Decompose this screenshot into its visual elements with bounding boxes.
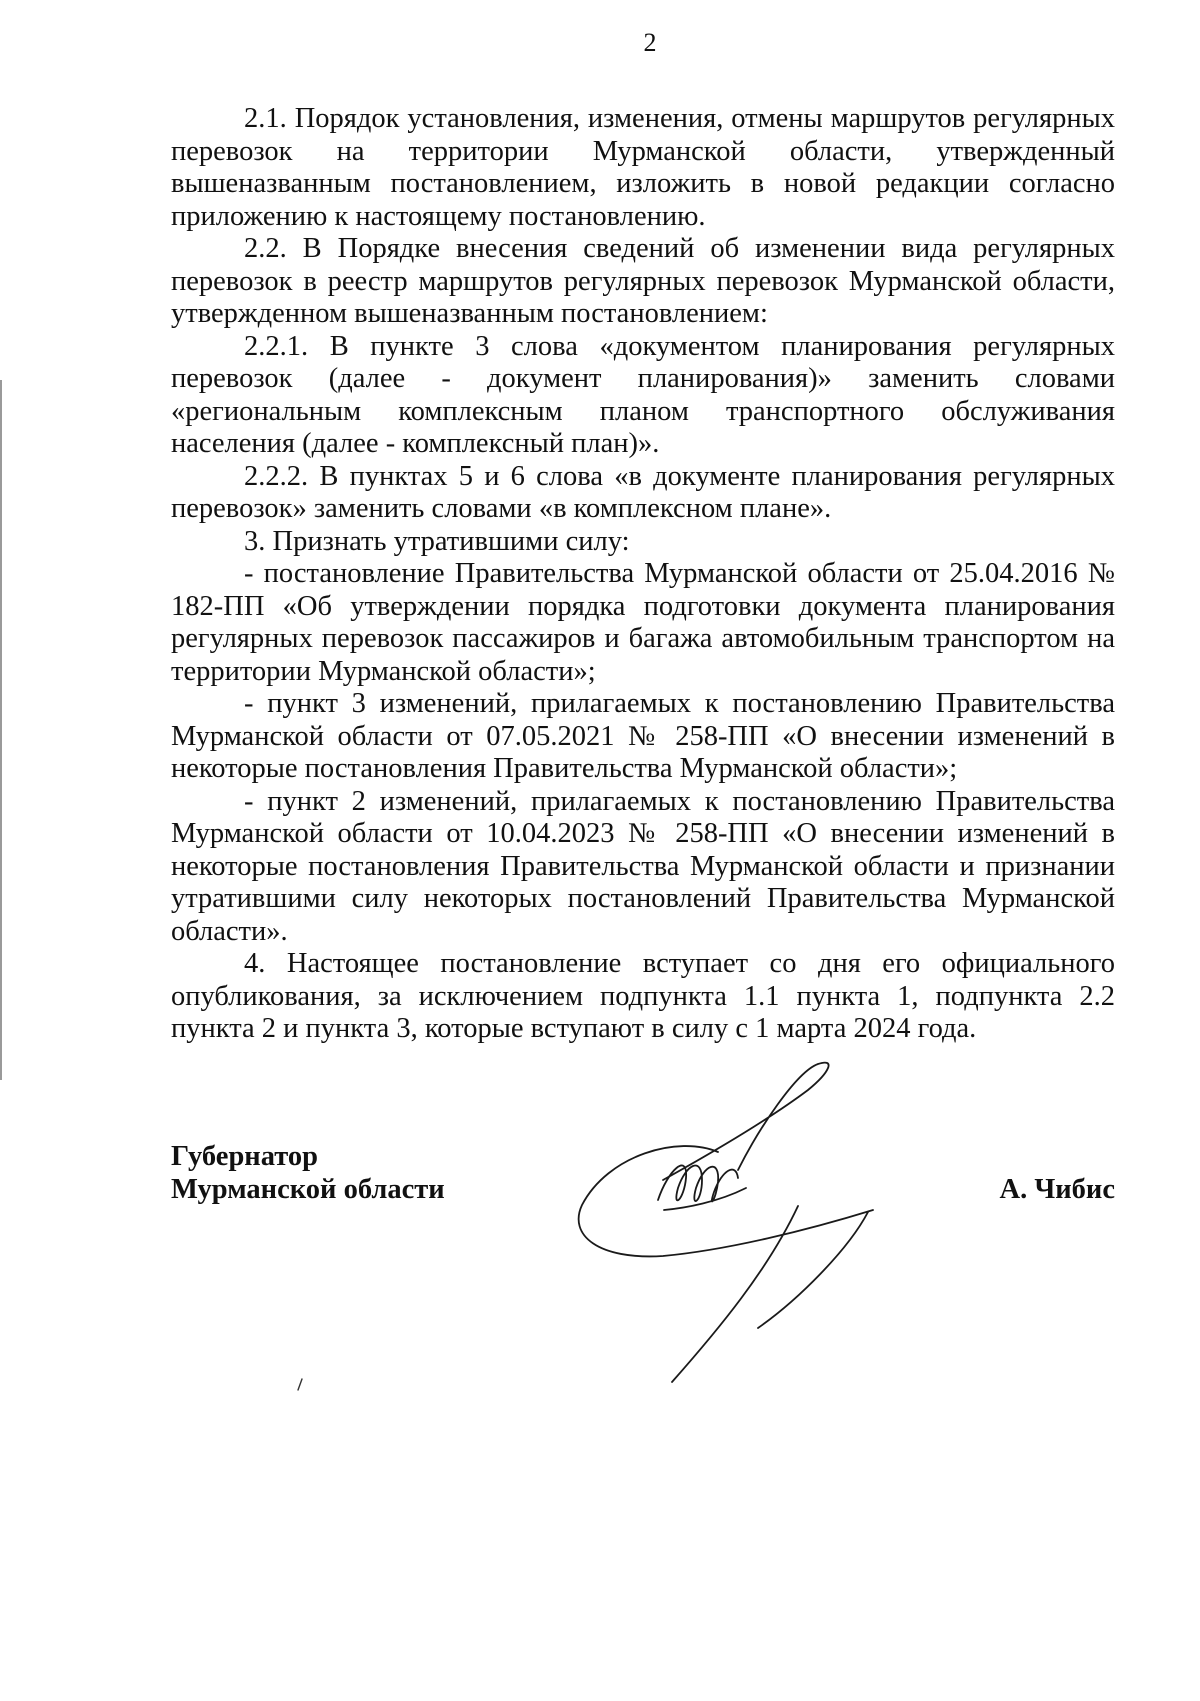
page-number: 2 [643,28,657,57]
handwritten-signature [568,1060,928,1400]
paragraph-3-item-2: - пункт 3 изменений, прилагаемых к постановлению Правительства Мурманской области от 07.05.2021 № 258-ПП «О внесении изменений в некоторые постановления Правительства Мурманской области»; [171,688,1115,784]
paragraph-4: 4. Настоящее постановление вступает со дня его официального опубликования, за исключением подпункта 1.1 пункта 1, подпункта 2.2 пункта 2 и пункта 3, которые вступают в силу с 1 марта 2024 года. [171,948,1115,1044]
signer-title-line1: Губернатор [171,1141,318,1172]
signer-name: А. Чибис [999,1174,1115,1205]
stray-pen-mark [296,1378,304,1392]
paragraph-2-2-2: 2.2.2. В пунктах 5 и 6 слова «в документе планирования регулярных перевозок» заменить словами «в комплексном плане». [171,460,1115,524]
paragraph-2-2: 2.2. В Порядке внесения сведений об изменении вида регулярных перевозок в реестр маршрутов регулярных перевозок Мурманской области, утвержденном вышеназванным постановлением: [171,233,1115,329]
scan-edge-line [0,380,2,1080]
paragraph-3-item-1: - постановление Правительства Мурманской области от 25.04.2016 № 182-ПП «Об утверждении порядка подготовки документа планирования регулярных перевозок пассажиров и багажа автомобильным транспортом на территории Мурманской области»; [171,558,1115,687]
paragraph-2-1: 2.1. Порядок установления, изменения, отмены маршрутов регулярных перевозок на территории Мурманской области, утвержденный вышеназванным постановлением, изложить в новой редакции согласно приложению к настоящему постановлению. [171,103,1115,232]
signer-title-line2: Мурманской области [171,1174,445,1205]
paragraph-3: 3. Признать утратившими силу: [244,525,630,557]
paragraph-2-2-1: 2.2.1. В пункте 3 слова «документом планирования регулярных перевозок (далее - документ планирования)» заменить словами «региональным комплексным планом транспортного обслуживания населения (далее - комплексный план)». [171,330,1115,459]
document-body [171,103,1115,1046]
signer-title [171,1140,445,1206]
paragraph-3-item-3: - пункт 2 изменений, прилагаемых к постановлению Правительства Мурманской области от 10.04.2023 № 258-ПП «О внесении изменений в некоторые постановления Правительства Мурманской области и признании утратившими силу некоторых постановлений Правительства Мурманской области». [171,785,1115,947]
